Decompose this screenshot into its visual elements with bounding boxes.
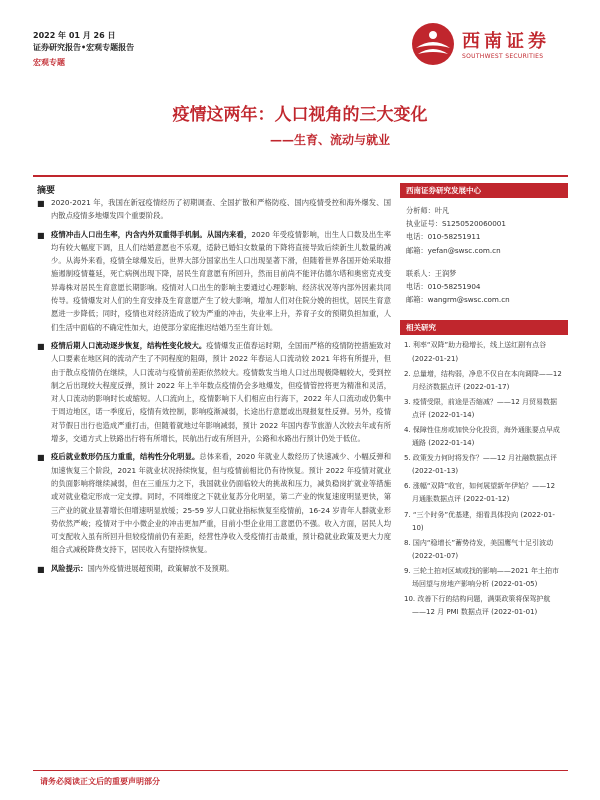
bullet-icon: ■ bbox=[37, 341, 45, 351]
abstract-paragraph bbox=[37, 450, 391, 556]
paragraph-text: 疫情爆发正值春运时期，全国而严格的疫情防控措施致对人口要素在地区间的流动产生了不同程度的阻碍，预计 2022 年春运人口流动较 2021 年将有所提升，但由于散点疫情仍在继续，人口流动与疫情前差距依然较大。疫情数发当地人口过出现极降幅较大，受到控制之后出现较大程度反弹，预计 2022 年上半年数点疫情仍会多地爆发，但疫情管控将更为精准和灵活，对人口流动的影响时长或缩短。人口流向上，疫情影响下人们相应由行海下，2022 年人口流动或仍集中于周边地区，诺一季度后，疫情有效控制，影响疫渐减弱，长途出行意愿或出现报复性反弹。另外，疫情对节假日出行也造成严重打击，但随着就地过年影响减弱，预计 2022 年国内春节旅游人次较去年或有所增多，交通方式上铁路出行将有所增长，民航出行或有所回升，公路和水路出行预计仍处于低位。 bbox=[51, 340, 392, 444]
paragraph-lead: 疫情冲击人口出生率，内含内外双重得手机制。从国内来看， bbox=[51, 229, 252, 239]
analyst-name: 分析师：叶凡 bbox=[406, 206, 450, 215]
related-research-item[interactable]: 7. “三个时务”优基建，细看具体投向 (2022-01-10) bbox=[404, 510, 555, 532]
paragraph-text: 2020 年受疫情影响，出生人口数及出生率均有较大幅度下调，且人们结婚意愿也不乐观，适龄已婚妇女数量的下降将直接导致后续新生儿数量的减少。从海外来看，疫情全球爆发后，世界大部分国家出生人口出现显著下滑，但随着世界各国开始采取措施遏制疫情蔓延，死亡病例出现下降，居民生育意愿有所回升，然而目前尚不能评估德尔塔和奥密克戎变异毒株对居民生育意愿长期影响。疫情对人口出生的影响主要通过心理影响、经济状况等内部外因素共同传导。疫情爆发对人们的生育安排及生育意愿产生了较大影响，增加人们对住院分娩的担忧，居民生育意愿进一步降低；同时，疫情也对经济造成了较为严重的冲击，失业率上升，养育子女的预期负担加重，人们生活中面临的不确定性加大，迫使部分家庭推迟结婚乃至生育计划。 bbox=[51, 229, 392, 332]
sidebar bbox=[400, 183, 568, 621]
abstract-paragraph bbox=[37, 228, 391, 334]
logo-emblem-icon bbox=[410, 21, 456, 67]
contact-email[interactable]: 邮箱：wangrm@swsc.com.cn bbox=[406, 295, 510, 305]
paragraph-lead: 疫情后期人口流动逐步恢复，结构性变化较大。 bbox=[51, 340, 207, 350]
related-research-item[interactable]: 8. 国内“稳增长”蓄势待发，美国鹰气十足引波动 (2022-01-07) bbox=[404, 538, 554, 560]
header-divider bbox=[33, 175, 568, 177]
logo-text-en: SOUTHWEST SECURITIES bbox=[462, 53, 544, 60]
abstract-paragraph bbox=[37, 339, 391, 445]
research-center-heading: 西南证券研究发展中心 bbox=[400, 183, 568, 198]
contact-phone: 电话：010-58251904 bbox=[406, 282, 481, 292]
contact-name: 联系人：王润梦 bbox=[406, 268, 457, 278]
analyst-phone: 电话：010-58251911 bbox=[406, 232, 481, 242]
footer-divider bbox=[33, 770, 568, 771]
bullet-icon: ■ bbox=[37, 564, 45, 574]
related-research-list bbox=[400, 335, 568, 619]
report-subtitle: ——生育、流动与就业 bbox=[269, 133, 390, 147]
related-research-item[interactable]: 2. 总量增，结构弱，净息不仅自在本向调降——12 月经济数据点评 (2022-01-17) bbox=[404, 369, 562, 391]
analyst-cert: 执业证号：S1250520060001 bbox=[406, 219, 506, 229]
report-type: 证券研究报告•宏观专题报告 bbox=[33, 43, 135, 52]
related-research-heading: 相关研究 bbox=[400, 320, 568, 335]
paragraph-lead: 疫后就业数形仍压力重重，结构性分化明显。 bbox=[51, 452, 200, 462]
report-category-tag: 宏观专题 bbox=[33, 58, 65, 67]
related-research-item[interactable]: 1. 利率“双降”助力稳增长，线上送红剧有点谷 (2022-01-21) bbox=[404, 341, 547, 363]
report-title: 疫情这两年：人口视角的三大变化 bbox=[172, 105, 428, 125]
company-logo bbox=[410, 21, 590, 67]
bullet-icon: ■ bbox=[37, 453, 45, 463]
related-research-item[interactable]: 9. 三轮土拍对区域或找的影响——2021 年土拍市场回望与房地产影响分析 (2022-01-05) bbox=[404, 566, 559, 589]
report-date: 2022 年 01 月 26 日 bbox=[33, 31, 116, 40]
abstract-heading: 摘要 bbox=[37, 186, 56, 196]
abstract-paragraph bbox=[37, 196, 391, 223]
footer-disclaimer: 请务必阅读正文后的重要声明部分 bbox=[40, 777, 160, 786]
paragraph-text: 总体来看，2020 年就业人数经历了快速减少、小幅反弹和加速恢复三个阶段，2021 年就业状况持续恢复，但与疫情前相比仍有待恢复。预计 2022 年疫情对就业的负面影响将继续减弱，但在三重压力之下，我国就业仍面临较大的挑战和压力，减负稳岗扩就业等措施或对就业稳定形成一定支撑。同时，不同维度之下就业复苏分化明显，第二产业的恢复速度明显更快，第三产业的就业显著增长但增速明显放缓；25-59 岁人口就业指标恢复至疫情前，16-24 岁青年人群就业形势依然严峻；疫情对于中小微企业的冲击更加严重，目前小型企业用工意愿仍不强。收入方面，居民人均可支配收入虽有所回升但较疫情前仍有差距，经营性净收入受疫情打击最重，预计稳就业政策及更大力度组合式减税降费支持下，居民收入有望持续恢复。 bbox=[51, 452, 391, 555]
analyst-email[interactable]: 邮箱：yefan@swsc.com.cn bbox=[406, 245, 501, 255]
risk-warning bbox=[37, 562, 391, 575]
analyst-contacts bbox=[400, 198, 568, 306]
related-research-item[interactable]: 3. 疫情受限，前途是否缩减？——12 月贸易数据点评 (2022-01-14) bbox=[404, 397, 558, 419]
paragraph-lead: 风险提示： bbox=[51, 563, 88, 573]
abstract-body bbox=[37, 196, 391, 580]
paragraph-text: 2020-2021 年，我国在新冠疫情经历了初期调查、全国扩散和严格防疫、国内疫情受控和海外爆发、国内散点疫情多地爆发四个重要阶段。 bbox=[51, 198, 391, 221]
related-research-item[interactable]: 10. 改善下行的结构问题，满渠政策将保驾护航——12 月 PMI 数据点评 (2022-01-01) bbox=[404, 595, 551, 617]
report-header bbox=[33, 30, 134, 69]
logo-text-cn: 西南证券 bbox=[462, 31, 550, 52]
related-research-item[interactable]: 4. 保障性住房或加快分化投资，海外通胀要点早成通路 (2022-01-14) bbox=[404, 425, 560, 448]
related-research-item[interactable]: 5. 政策发力何时将发作？——12 月社融数据点评 (2022-01-13) bbox=[404, 454, 558, 476]
bullet-icon: ■ bbox=[37, 230, 45, 240]
related-research-item[interactable]: 6. 涨幅“双降”收官，如何展望新年伊始？——12 月通胀数据点评 (2022-01-12) bbox=[404, 482, 556, 504]
paragraph-text: 国内外疫情进展超预期，政策解放不及预期。 bbox=[87, 563, 234, 573]
bullet-icon: ■ bbox=[37, 199, 45, 208]
